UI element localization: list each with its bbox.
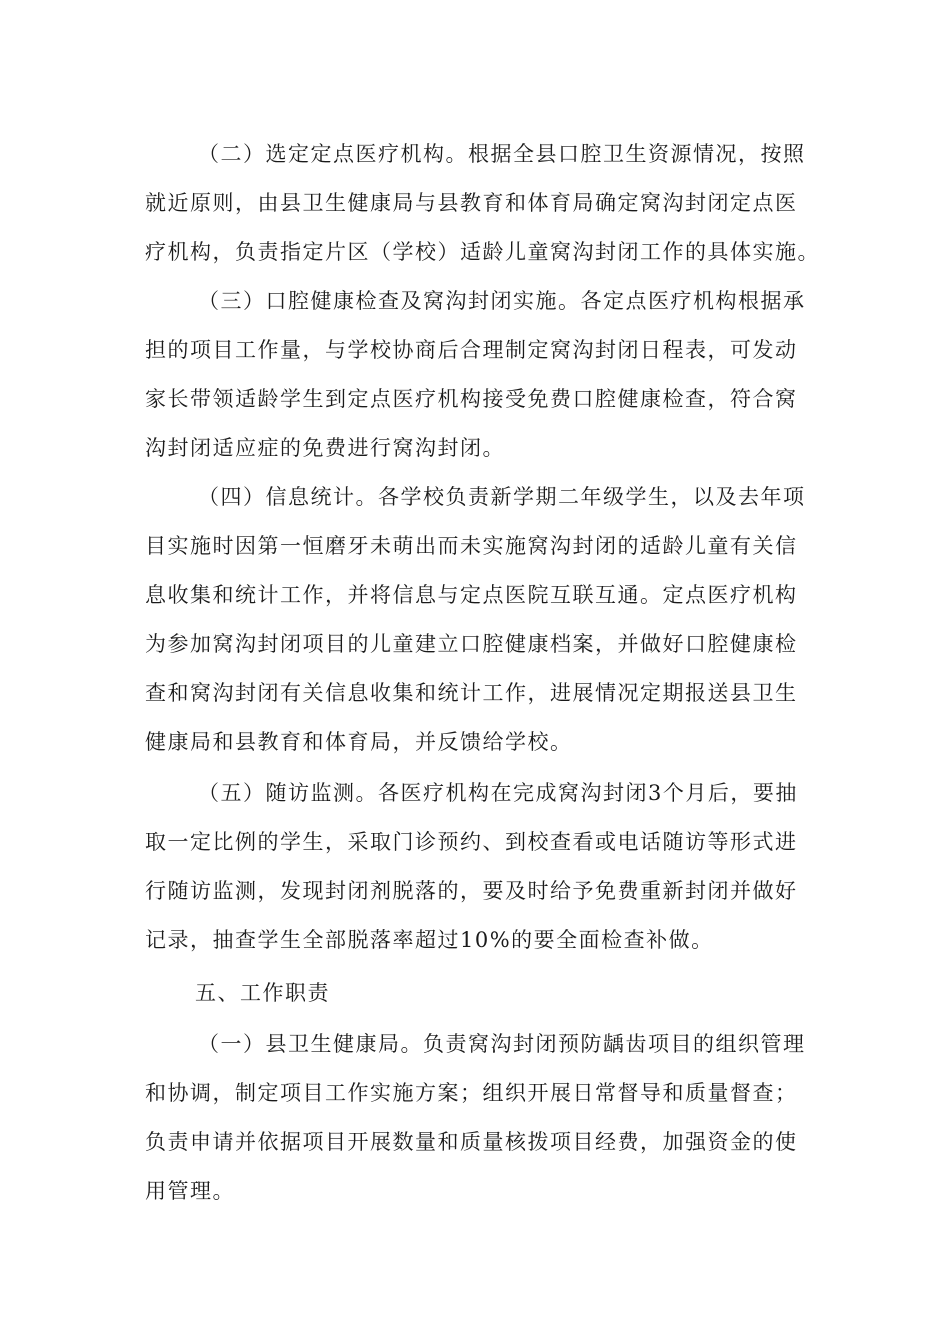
paragraph-6-line-2: 和协调，制定项目工作实施方案；组织开展日常督导和质量督查； bbox=[145, 1081, 798, 1105]
paragraph-2-line-2: 就近原则，由县卫生健康局与县教育和体育局确定窝沟封闭定点医 bbox=[145, 191, 798, 215]
paragraph-2-line-3: 疗机构，负责指定片区（学校）适龄儿童窝沟封闭工作的具体实施。 bbox=[145, 240, 820, 264]
paragraph-5-line-3: 行随访监测，发现封闭剂脱落的，要及时给予免费重新封闭并做好 bbox=[145, 879, 798, 903]
paragraph-5-line-4: 记录，抽查学生全部脱落率超过10%的要全面检查补做。 bbox=[145, 928, 714, 952]
paragraph-3-line-4: 沟封闭适应症的免费进行窝沟封闭。 bbox=[145, 436, 505, 460]
paragraph-3-line-2: 担的项目工作量，与学校协商后合理制定窝沟封闭日程表，可发动 bbox=[145, 338, 798, 362]
paragraph-4-line-2: 目实施时因第一恒磨牙未萌出而未实施窝沟封闭的适龄儿童有关信 bbox=[145, 534, 798, 558]
paragraph-6-line-3: 负责申请并依据项目开展数量和质量核拨项目经费，加强资金的使 bbox=[145, 1130, 798, 1154]
paragraph-4-line-1: （四）信息统计。各学校负责新学期二年级学生，以及去年项 bbox=[198, 485, 806, 509]
paragraph-4-line-6: 健康局和县教育和体育局，并反馈给学校。 bbox=[145, 730, 573, 754]
paragraph-6-line-4: 用管理。 bbox=[145, 1179, 235, 1203]
paragraph-6-line-1: （一）县卫生健康局。负责窝沟封闭预防龋齿项目的组织管理 bbox=[198, 1032, 806, 1056]
paragraph-4-line-3: 息收集和统计工作，并将信息与定点医院互联互通。定点医疗机构 bbox=[145, 583, 798, 607]
paragraph-4-line-4: 为参加窝沟封闭项目的儿童建立口腔健康档案，并做好口腔健康检 bbox=[145, 632, 798, 656]
paragraph-4-line-5: 查和窝沟封闭有关信息收集和统计工作，进展情况定期报送县卫生 bbox=[145, 681, 798, 705]
paragraph-3-line-1: （三）口腔健康检查及窝沟封闭实施。各定点医疗机构根据承 bbox=[198, 289, 806, 313]
paragraph-5-line-1: （五）随访监测。各医疗机构在完成窝沟封闭3个月后，要抽 bbox=[198, 781, 798, 805]
paragraph-3-line-3: 家长带领适龄学生到定点医疗机构接受免费口腔健康检查，符合窝 bbox=[145, 387, 798, 411]
section-heading-5: 五、工作职责 bbox=[195, 981, 330, 1005]
paragraph-2-line-1: （二）选定定点医疗机构。根据全县口腔卫生资源情况，按照 bbox=[198, 142, 806, 166]
paragraph-5-line-2: 取一定比例的学生，采取门诊预约、到校查看或电话随访等形式进 bbox=[145, 830, 798, 854]
